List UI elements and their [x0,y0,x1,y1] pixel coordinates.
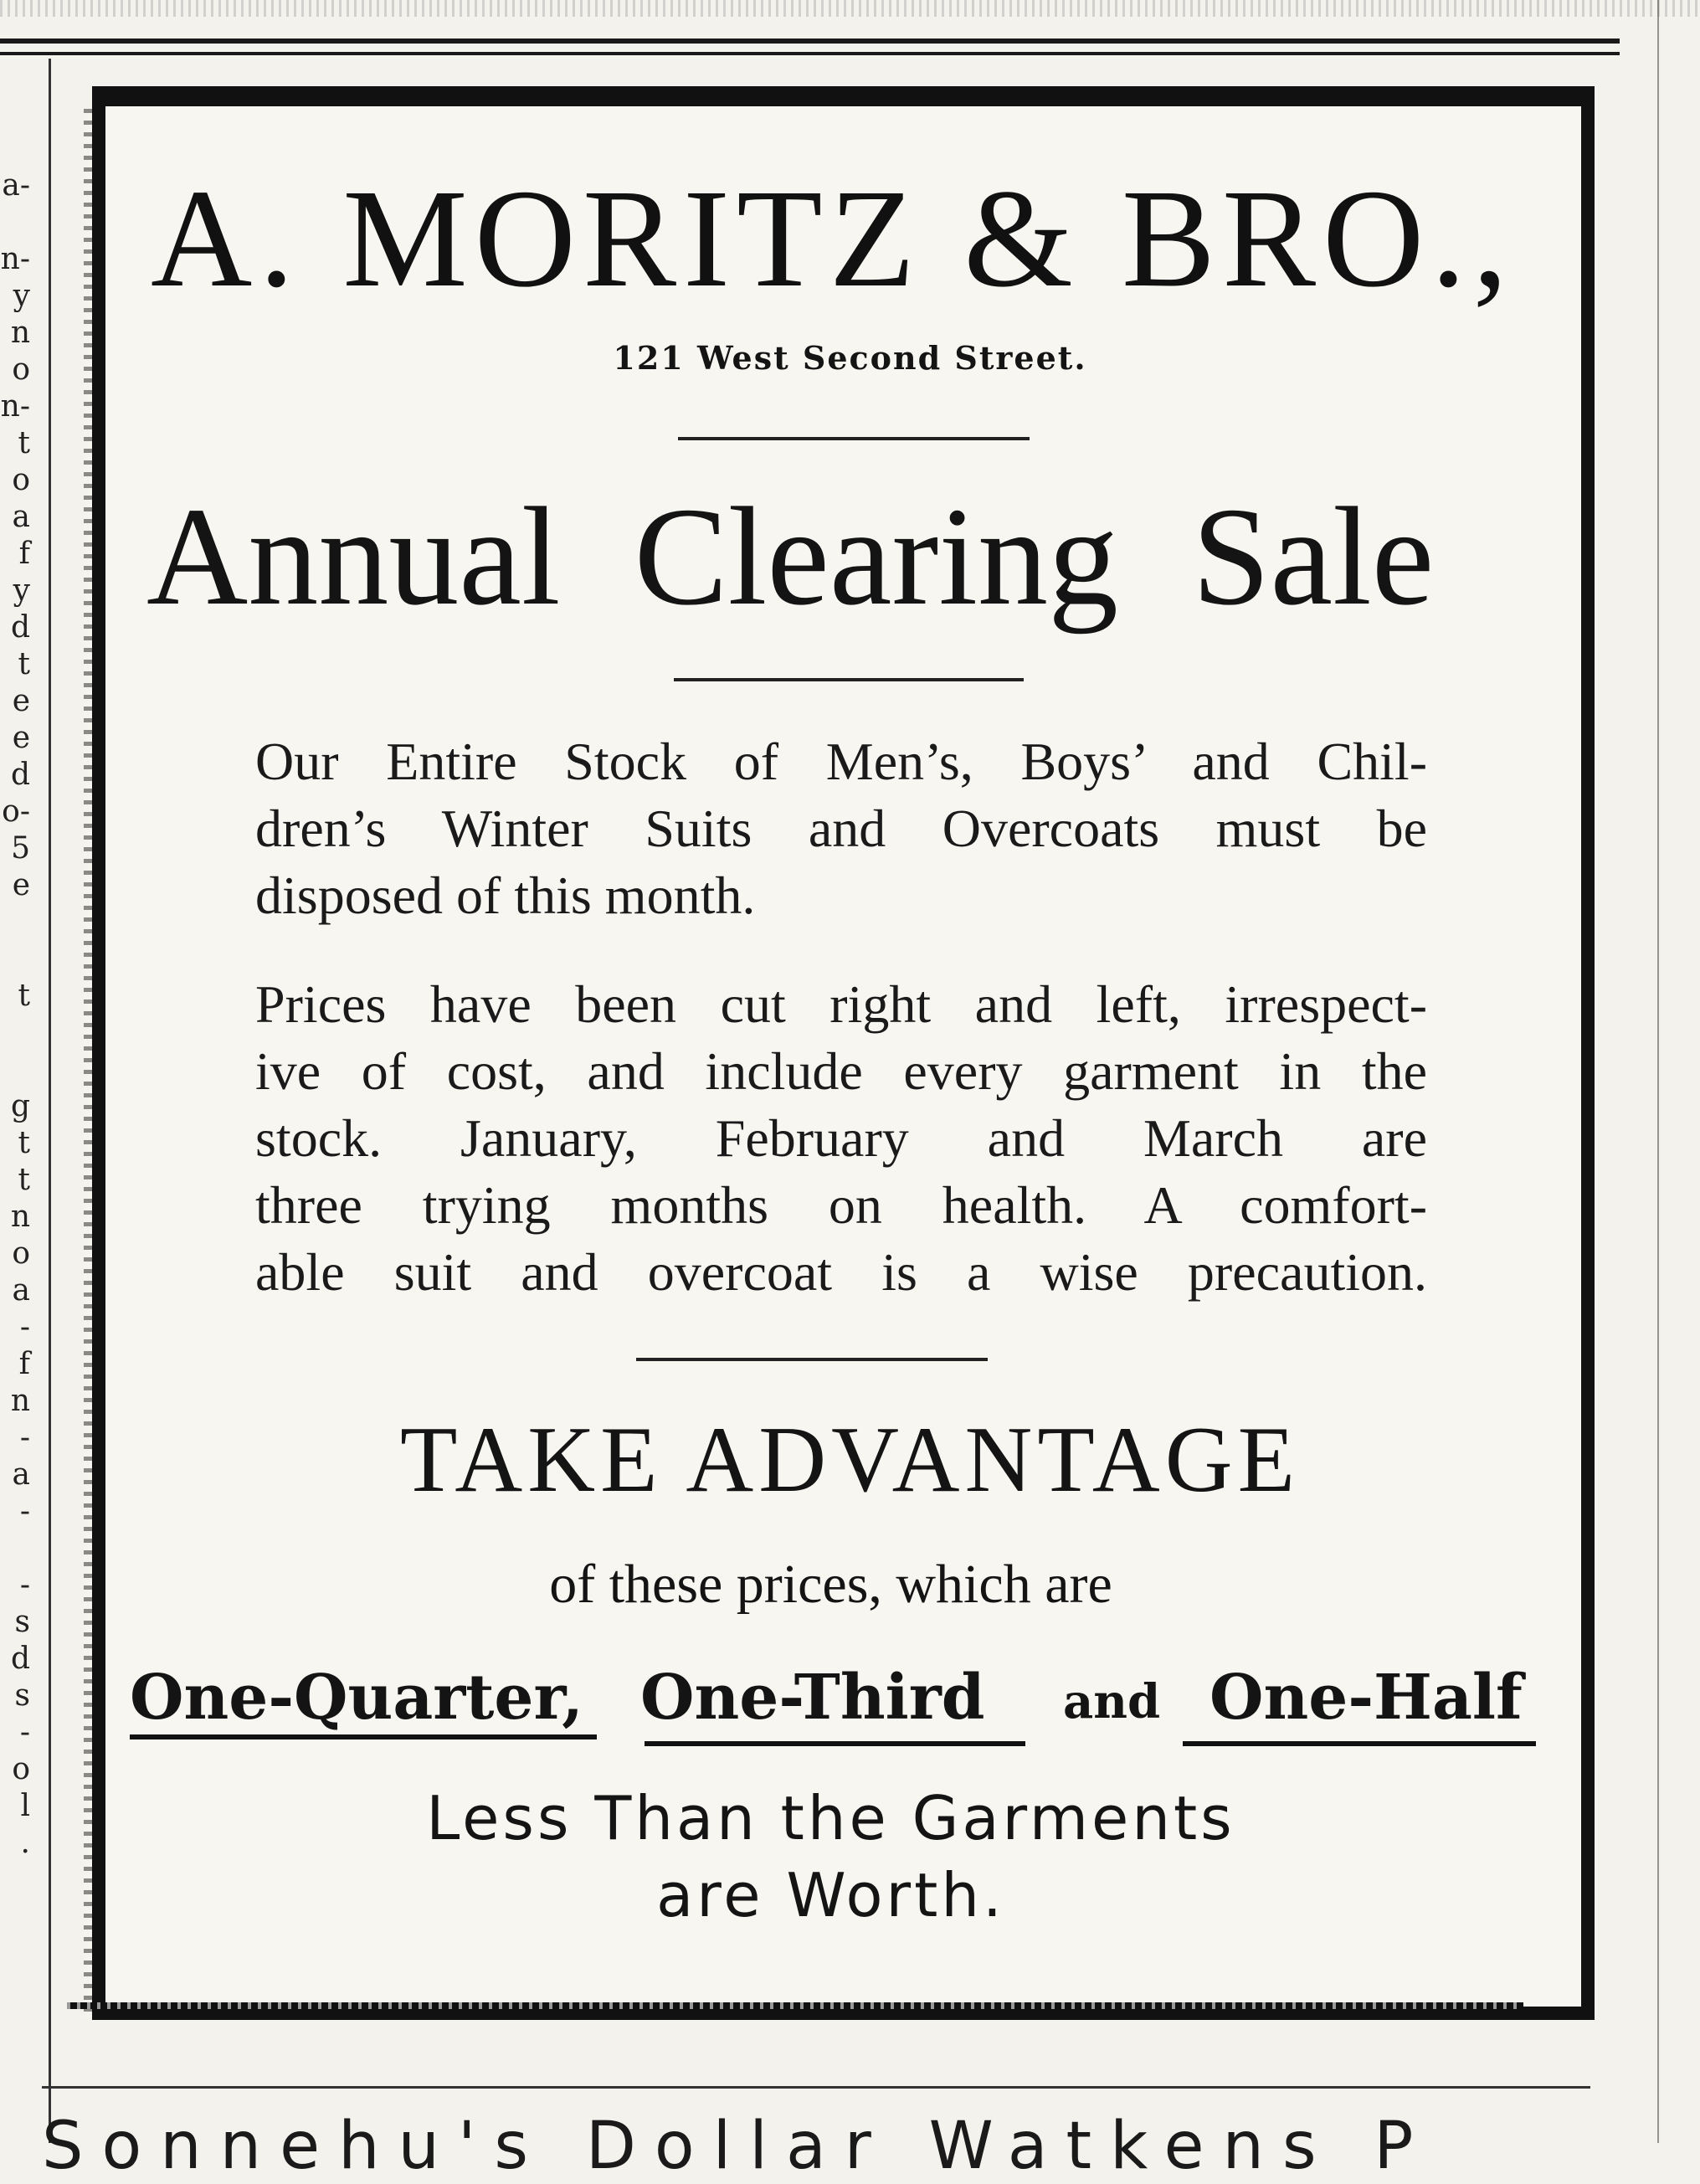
column-fragment: a- [2,168,30,203]
and-word: and [1063,1674,1161,1729]
column-fragment [0,1015,30,1051]
paragraph-line: dren’s Winter Suits and Overcoats must be [255,799,1427,858]
column-fragment: o [12,352,30,387]
fraction-underline [645,1741,1025,1746]
column-fragment: f [18,1347,30,1381]
column-fragment: - [19,1310,30,1344]
firm-name: A. MORITZ & BRO., [151,161,1515,316]
column-fragment: n [10,1384,30,1418]
take-advantage-heading: TAKE ADVANTAGE [399,1408,1301,1512]
column-fragment: d [10,758,30,792]
paragraph-line: stock. January, February and March are [255,1108,1427,1168]
column-fragment: - [19,1568,30,1602]
column-fragment [0,204,30,241]
fraction-underline [1183,1741,1536,1746]
paragraph-line: three trying months on health. A comfort- [255,1175,1427,1235]
column-fragment: t [18,426,30,460]
column-fragment: s [14,1678,30,1713]
column-fragment: - [19,1494,30,1529]
column-fragment: y [13,279,30,313]
column-fragment: o [12,1236,30,1271]
column-fragment: t [18,979,30,1013]
column-fragment: 5 [11,831,30,866]
fraction-underline [130,1734,597,1739]
column-fragment: t [18,647,30,681]
column-fragment: - [19,1715,30,1750]
column-fragment: l [20,1789,30,1823]
fraction-one-half: One-Half [1210,1662,1523,1734]
divider-rule [678,437,1030,440]
column-fragment: o- [2,794,30,829]
stock-paragraph [255,728,1427,929]
less-than-line-1: Less Than the Garments [426,1783,1235,1853]
divider-rule [636,1358,988,1361]
column-fragment: f [18,537,30,571]
column-fragment: d [10,1642,30,1676]
column-fragment: n- [0,389,30,424]
column-fragment: n- [0,242,30,276]
column-fragment [0,904,30,941]
column-fragment: o [12,1752,30,1786]
column-fragment: d [10,610,30,645]
next-article-fragment: Sonnehu's Dollar Watkens P [42,2109,1432,2184]
store-address: 121 West Second Street. [613,339,1087,377]
column-fragment [0,1051,30,1088]
column-fragment: e [12,868,30,902]
column-fragment: g [10,1089,30,1123]
top-column-rule-thin [0,52,1620,55]
column-fragment: n [10,1200,30,1234]
column-fragment: s [14,1605,30,1639]
column-fragment: a [12,1273,30,1308]
column-fragment: e [12,721,30,755]
ad-bottom-border [67,2002,1523,2009]
fraction-one-quarter: One-Quarter, [130,1662,583,1734]
column-fragment: t [18,1163,30,1197]
paragraph-line: Prices have been cut right and left, irrespect- [255,974,1427,1034]
column-fragment: - [19,1421,30,1455]
of-these-prices-text: of these prices, which are [549,1554,1112,1615]
column-fragment: a [12,1457,30,1492]
next-article-rule [42,2086,1590,2089]
top-print-speckle [0,0,1700,17]
column-fragment: o [12,463,30,497]
paragraph-line: disposed of this month. [255,866,756,925]
fraction-one-third: One-Third [640,1662,985,1734]
sale-headline: Annual Clearing Sale [146,479,1435,635]
column-fragment: y [13,573,30,608]
column-fragment: t [18,1126,30,1160]
column-fragment: a [12,500,30,534]
column-fragment: . [20,1826,30,1860]
prices-paragraph [255,971,1427,1306]
less-than-line-2: are Worth. [656,1860,1005,1930]
paragraph-line: ive of cost, and include every garment in the [255,1041,1427,1101]
column-fragment [0,941,30,978]
column-fragment: e [12,684,30,718]
divider-rule [674,678,1024,681]
paragraph-line: Our Entire Stock of Men’s, Boys’ and Chil- [255,732,1427,791]
paragraph-line: able suit and overcoat is a wise precaution. [255,1242,1427,1302]
top-column-rule [0,39,1620,44]
column-fragment: n [10,316,30,350]
